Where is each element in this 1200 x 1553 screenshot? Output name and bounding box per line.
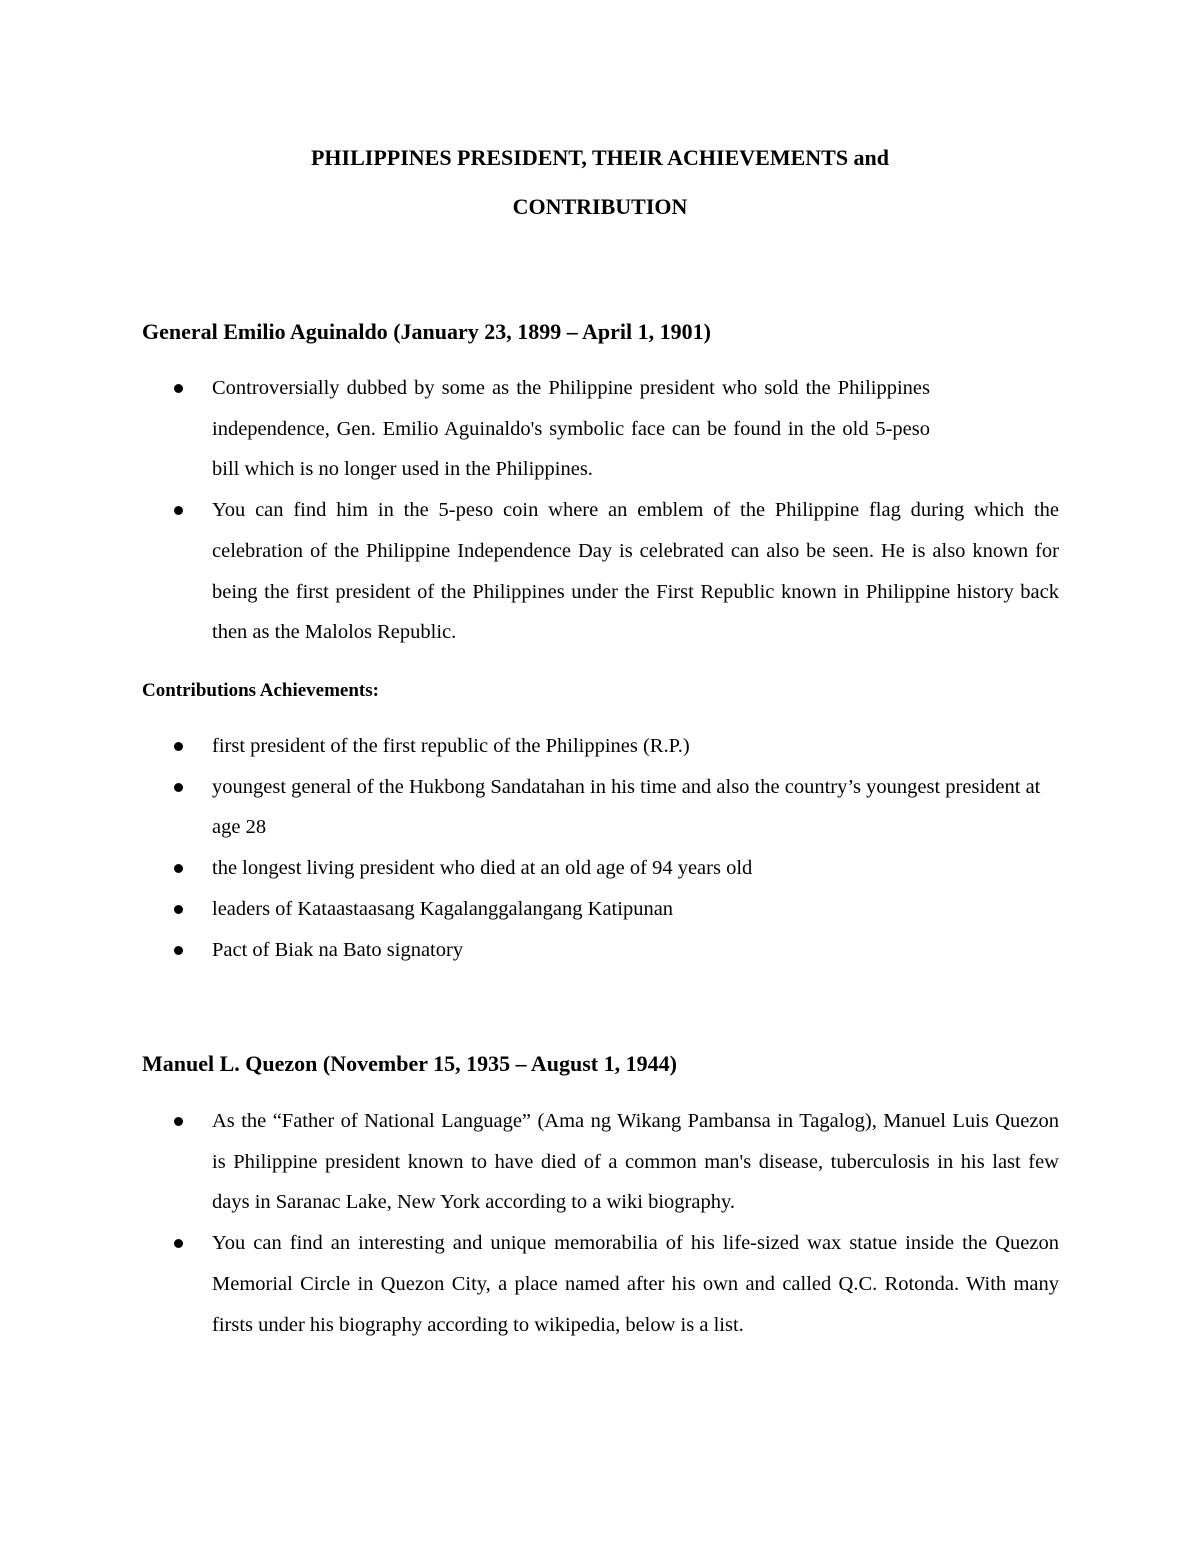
bullet-icon [174, 506, 183, 515]
section-heading-quezon: Manuel L. Quezon (November 15, 1935 – August 1, 1944) [142, 1051, 677, 1076]
list-item [0, 368, 930, 490]
section-heading-aguinaldo: General Emilio Aguinaldo (January 23, 1899 – April 1, 1901) [142, 319, 711, 344]
list-item [0, 848, 1059, 889]
achievement-text: the longest living president who died at an old age of 94 years old [212, 857, 753, 880]
paragraph-text: You can find an interesting and unique memorabilia of his life-sized wax statue inside the Quezon Memorial Circle in Quezon City, a place named after his own and called Q.C. Rotonda. With many firsts under his biography according to wikipedia, below is a list. [212, 1232, 1059, 1336]
bullet-icon [174, 946, 183, 955]
achievements-subheading: Contributions Achievements: [142, 680, 379, 701]
document-title-line-2: CONTRIBUTION [512, 194, 688, 219]
document-title-line-1: PHILIPPINES PRESIDENT, THEIR ACHIEVEMENTS and [310, 145, 890, 170]
list-item [0, 767, 1059, 848]
list-item [0, 1101, 1059, 1223]
list-item [0, 889, 1059, 930]
bullet-icon [174, 742, 183, 751]
bullet-icon [174, 905, 183, 914]
list-item [0, 490, 1059, 653]
aguinaldo-achievements-list [0, 726, 1059, 970]
paragraph-text: You can find him in the 5-peso coin where an emblem of the Philippine flag during which the celebration of the Philippine Independence Day is celebrated can also be seen. He is also known for being the first president of the Philippines under the First Republic known in Philippine history back then as the Malolos Republic. [212, 499, 1059, 644]
bullet-icon [174, 1239, 183, 1248]
achievement-text: leaders of Kataastaasang Kagalanggalangang Katipunan [212, 897, 674, 920]
achievement-text: first president of the first republic of the Philippines (R.P.) [212, 735, 690, 757]
aguinaldo-description-list [0, 368, 1059, 653]
list-item [0, 1223, 1059, 1345]
paragraph-text: As the “Father of National Language” (Ama ng Wikang Pambansa in Tagalog), Manuel Luis Quezon is Philippine president known to have died of a common man's disease, tuberculosis in his last few days in Saranac Lake, New York according to a wiki biography. [212, 1110, 1059, 1214]
achievement-text: Pact of Biak na Bato signatory [212, 938, 464, 961]
achievement-text: youngest general of the Hukbong Sandatahan in his time and also the country’s youngest president at age 28 [212, 775, 1041, 839]
bullet-icon [174, 384, 183, 393]
bullet-icon [174, 1117, 183, 1126]
paragraph-text: Controversially dubbed by some as the Philippine president who sold the Philippines independence, Gen. Emilio Aguinaldo's symbolic face can be found in the old 5-peso bill which is no longer used in the Philippines. [212, 377, 930, 481]
bullet-icon [174, 783, 183, 792]
quezon-description-list [0, 1101, 1059, 1345]
list-item [0, 930, 1059, 971]
bullet-icon [174, 864, 183, 873]
list-item [0, 726, 1059, 767]
